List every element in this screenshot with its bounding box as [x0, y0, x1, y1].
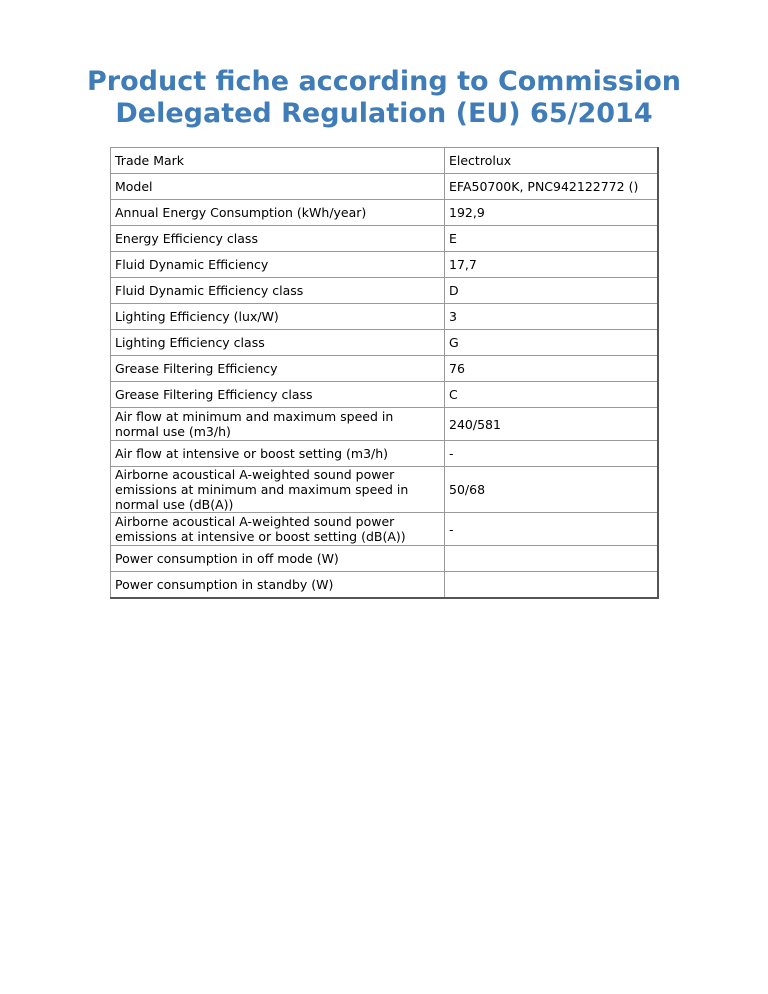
row-value: 240/581	[445, 408, 659, 441]
table-row	[111, 441, 659, 467]
row-value: D	[445, 278, 659, 304]
product-fiche-table	[110, 147, 659, 599]
row-label: Grease Filtering Efficiency class	[111, 382, 445, 408]
title-line-2: Delegated Regulation (EU) 65/2014	[115, 98, 653, 129]
row-label: Model	[111, 174, 445, 200]
row-label: Annual Energy Consumption (kWh/year)	[111, 200, 445, 226]
page-title	[0, 66, 768, 130]
row-label: Fluid Dynamic Efficiency class	[111, 278, 445, 304]
row-value: 17,7	[445, 252, 659, 278]
row-value: -	[445, 513, 659, 546]
table-row	[111, 200, 659, 226]
row-label: Air flow at intensive or boost setting (m3/h)	[111, 441, 445, 467]
table-row	[111, 513, 659, 546]
table-row	[111, 174, 659, 200]
table-row	[111, 382, 659, 408]
row-label: Grease Filtering Efficiency	[111, 356, 445, 382]
row-value: 76	[445, 356, 659, 382]
row-value: G	[445, 330, 659, 356]
row-value	[445, 572, 659, 598]
row-value: C	[445, 382, 659, 408]
row-value: EFA50700K, PNC942122772 ()	[445, 174, 659, 200]
row-label: Lighting Efficiency (lux/W)	[111, 304, 445, 330]
row-label: Lighting Efficiency class	[111, 330, 445, 356]
row-value: 3	[445, 304, 659, 330]
table-row	[111, 356, 659, 382]
table-row	[111, 226, 659, 252]
row-value: E	[445, 226, 659, 252]
row-value: -	[445, 441, 659, 467]
row-label: Power consumption in off mode (W)	[111, 546, 445, 572]
table-row	[111, 467, 659, 513]
row-value: Electrolux	[445, 148, 659, 174]
row-label: Trade Mark	[111, 148, 445, 174]
row-value	[445, 546, 659, 572]
table-row	[111, 252, 659, 278]
row-label: Air flow at minimum and maximum speed in normal use (m3/h)	[111, 408, 445, 441]
table-row	[111, 278, 659, 304]
row-label: Fluid Dynamic Efficiency	[111, 252, 445, 278]
row-label: Energy Efficiency class	[111, 226, 445, 252]
title-line-1: Product fiche according to Commission	[87, 66, 681, 97]
table-row	[111, 330, 659, 356]
table-row	[111, 304, 659, 330]
row-label: Airborne acoustical A-weighted sound power emissions at minimum and maximum speed in normal use (dB(A))	[111, 467, 445, 513]
row-label: Airborne acoustical A-weighted sound power emissions at intensive or boost setting (dB(A))	[111, 513, 445, 546]
row-value: 50/68	[445, 467, 659, 513]
row-label: Power consumption in standby (W)	[111, 572, 445, 598]
row-value: 192,9	[445, 200, 659, 226]
table-row	[111, 148, 659, 174]
table-row	[111, 572, 659, 598]
table-row	[111, 546, 659, 572]
table-row	[111, 408, 659, 441]
